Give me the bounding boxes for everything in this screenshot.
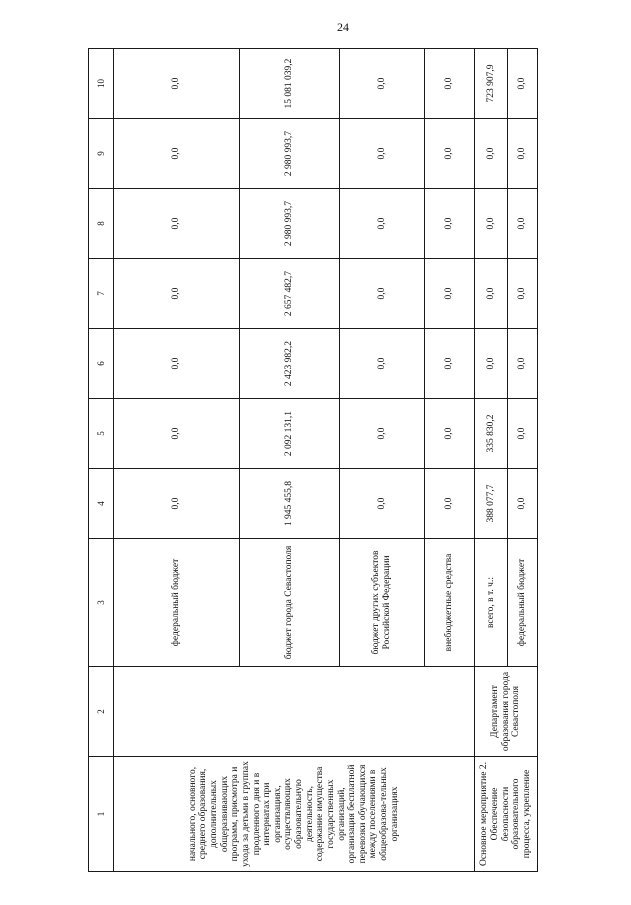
page-number: 24 [337,20,349,34]
value-cell: 2 423 982,2 [240,329,340,399]
funding-source: всего, в т. ч.: [475,539,508,667]
value-cell: 0,0 [425,49,475,119]
value-cell: 0,0 [114,329,240,399]
value-cell: 1 945 455,8 [240,469,340,539]
value-cell: 0,0 [114,119,240,189]
funding-source: бюджет других субъектов Российской Федерации [340,539,425,667]
header-cell: 9 [89,119,114,189]
value-cell: 0,0 [475,119,508,189]
value-cell: 0,0 [508,119,538,189]
funding-source: бюджет города Севастополя [240,539,340,667]
value-cell: 0,0 [114,189,240,259]
value-cell: 0,0 [340,469,425,539]
value-cell: 0,0 [340,329,425,399]
measure-description: начального, основного, среднего образования, дополнительных общеразвивающих программ, присмотра и ухода за детьми в группах продленного дня и в интернатах при организациях, осуществляющих образовательную деятельность, содержание имущества государственных организаций, организация бесплатной перевозки обучающихся между поселениями в общеобразова-тельных организациях [114,757,475,872]
value-cell: 0,0 [508,399,538,469]
budget-table [88,48,538,872]
header-row [89,49,114,872]
table-row [114,49,240,872]
header-cell: 8 [89,189,114,259]
value-cell: 2 092 131,1 [240,399,340,469]
header-cell: 10 [89,49,114,119]
value-cell: 0,0 [425,399,475,469]
value-cell: 0,0 [425,259,475,329]
value-cell: 2 980 993,7 [240,119,340,189]
header-cell: 1 [89,757,114,872]
header-cell: 6 [89,329,114,399]
value-cell: 0,0 [475,259,508,329]
rotated-table-container [88,49,537,872]
value-cell: 0,0 [114,259,240,329]
value-cell: 0,0 [340,49,425,119]
value-cell: 15 081 039,2 [240,49,340,119]
header-cell: 3 [89,539,114,667]
value-cell: 335 830,2 [475,399,508,469]
value-cell: 0,0 [508,49,538,119]
value-cell: 0,0 [425,119,475,189]
value-cell: 0,0 [340,399,425,469]
value-cell: 0,0 [425,189,475,259]
executor-cell: Департамент образования города Севастополя [475,667,538,757]
funding-source: внебюджетные средства [425,539,475,667]
value-cell: 388 077,7 [475,469,508,539]
executor-cell [114,667,475,757]
value-cell: 2 980 993,7 [240,189,340,259]
table-row [475,49,508,872]
value-cell: 0,0 [114,469,240,539]
value-cell: 0,0 [475,329,508,399]
header-cell: 2 [89,667,114,757]
value-cell: 0,0 [425,469,475,539]
value-cell: 0,0 [114,399,240,469]
value-cell: 0,0 [114,49,240,119]
header-cell: 5 [89,399,114,469]
value-cell: 0,0 [340,259,425,329]
value-cell: 0,0 [425,329,475,399]
value-cell: 0,0 [340,189,425,259]
value-cell: 2 657 482,7 [240,259,340,329]
value-cell: 0,0 [475,189,508,259]
value-cell: 723 907,9 [475,49,508,119]
value-cell: 0,0 [508,329,538,399]
funding-source: федеральный бюджет [508,539,538,667]
header-cell: 7 [89,259,114,329]
funding-source: федеральный бюджет [114,539,240,667]
value-cell: 0,0 [340,119,425,189]
measure-description: Основное мероприятие 2. Обеспечение безопасности образовательного процесса, укрепление [475,757,538,872]
value-cell: 0,0 [508,259,538,329]
value-cell: 0,0 [508,189,538,259]
header-cell: 4 [89,469,114,539]
value-cell: 0,0 [508,469,538,539]
